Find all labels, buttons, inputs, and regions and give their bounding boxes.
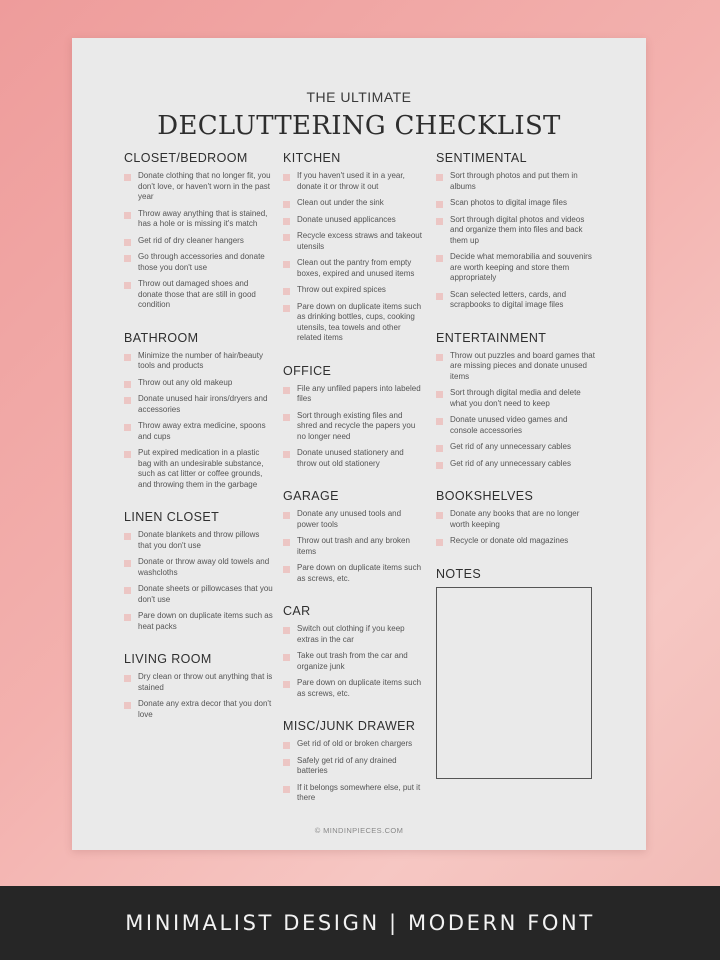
checklist-item: [436, 215, 596, 247]
checklist-item: [283, 411, 423, 443]
checklist-item: [283, 624, 423, 645]
checklist-item: [283, 198, 423, 209]
checkbox[interactable]: [436, 445, 443, 452]
checklist-section: [283, 364, 423, 470]
checklist-item-text: Throw out any old makeup: [138, 377, 233, 387]
checklist-section: [283, 151, 423, 344]
checklist-item-text: Donate clothing that no longer fit, you don't love, or haven't worn in the past year: [138, 171, 271, 201]
checkbox[interactable]: [124, 451, 131, 458]
checklist-item: [283, 448, 423, 469]
checkbox[interactable]: [436, 255, 443, 262]
checkbox[interactable]: [124, 560, 131, 567]
checklist-section: [436, 151, 596, 311]
section-title: CLOSET/BEDROOM: [124, 151, 248, 165]
checklist-item: [436, 351, 596, 383]
checkbox[interactable]: [124, 282, 131, 289]
checklist-item-text: Get rid of old or broken chargers: [297, 739, 413, 748]
checkbox[interactable]: [124, 354, 131, 361]
checklist-item: [436, 442, 596, 453]
checklist-item: [436, 459, 596, 470]
checklist-item: [124, 699, 274, 720]
checkbox[interactable]: [124, 174, 131, 181]
checklist-section: [436, 331, 596, 470]
checklist-item-text: Sort through digital photos and videos and organize them into files and back them up: [450, 214, 585, 245]
checklist-item: [283, 171, 423, 192]
checklist-section: [283, 489, 423, 584]
checkbox[interactable]: [436, 539, 443, 546]
checklist-item: [283, 384, 423, 405]
credit-text: © MINDINPIECES.COM: [314, 826, 404, 835]
checklist-item-text: Put expired medication in a plastic bag with an undesirable substance, such as cat litter or coffee grounds, and throwing them in the garbage: [138, 448, 264, 489]
checklist-item-text: File any unfiled papers into labeled files: [297, 383, 421, 403]
checklist-item-text: Sort through existing files and shred and recycle the papers you no longer need: [297, 410, 416, 441]
checkbox[interactable]: [436, 293, 443, 300]
checkbox[interactable]: [283, 627, 290, 634]
checklist-item-text: Donate unused video games and console accessories: [450, 415, 568, 435]
checkbox[interactable]: [283, 261, 290, 268]
checklist-item: [283, 258, 423, 279]
right-sections: [436, 151, 596, 547]
section-title: ENTERTAINMENT: [436, 330, 547, 345]
checklist-section: [124, 331, 274, 491]
checklist-item-text: Throw out trash and any broken items: [297, 536, 410, 556]
section-title: OFFICE: [283, 363, 332, 378]
checklist-item-text: Clean out under the sink: [297, 198, 384, 207]
sheet-supertitle: THE ULTIMATE: [306, 89, 412, 105]
checklist-item: [283, 231, 423, 252]
checklist-item-text: Safely get rid of any drained batteries: [297, 755, 397, 775]
sheet-title: DECLUTTERING CHECKLIST: [157, 111, 561, 141]
checklist-item-text: Minimize the number of hair/beauty tools and products: [138, 350, 263, 370]
checklist-item-text: Decide what memorabilia and souvenirs are worth keeping and store them appropriately: [450, 252, 592, 282]
checklist-item: [124, 672, 274, 693]
checkbox[interactable]: [283, 305, 290, 312]
checklist-item-text: If it belongs somewhere else, put it there: [297, 782, 421, 802]
checklist-item: [124, 584, 274, 605]
checklist-item: [436, 388, 596, 409]
checklist-item-text: Pare down on duplicate items such as screws, etc.: [297, 563, 422, 583]
checklist-item-text: Donate any unused tools and power tools: [297, 509, 402, 529]
checkbox[interactable]: [436, 418, 443, 425]
checklist-item: [124, 557, 274, 578]
checkbox[interactable]: [283, 201, 290, 208]
checkbox[interactable]: [436, 354, 443, 361]
checklist-item: [124, 279, 274, 311]
checklist-item-text: Recycle excess straws and takeout utensils: [297, 231, 422, 251]
checklist-item: [124, 421, 274, 442]
checklist-item: [283, 509, 423, 530]
checklist-item-text: Donate sheets or pillowcases that you don't use: [138, 584, 273, 604]
checklist-item-text: Scan photos to digital image files: [450, 198, 567, 207]
checklist-item-text: Get rid of dry cleaner hangers: [138, 235, 244, 245]
checklist-item-text: Donate or throw away old towels and washcloths: [138, 557, 270, 577]
checklist-item-text: Recycle or donate old magazines: [450, 536, 569, 545]
checklist-item: [283, 739, 423, 750]
banner-text: MINIMALIST DESIGN | MODERN FONT: [125, 911, 595, 935]
checklist-item: [124, 611, 274, 632]
checklist-item-text: Throw away anything that is stained, has a hole or is missing it's match: [138, 208, 268, 228]
checklist-item: [283, 536, 423, 557]
checklist-item: [124, 351, 274, 372]
checkbox[interactable]: [124, 381, 131, 388]
checkbox[interactable]: [283, 218, 290, 225]
checklist-item: [283, 215, 423, 226]
checklist-item-text: Pare down on duplicate items such as screws, etc.: [297, 678, 422, 698]
checkbox[interactable]: [283, 174, 290, 181]
checklist-item-text: Get rid of any unnecessary cables: [450, 458, 571, 468]
checklist-item: [124, 209, 274, 230]
checkbox[interactable]: [283, 654, 290, 661]
checklist-item: [124, 252, 274, 273]
checkbox[interactable]: [283, 414, 290, 421]
checklist-item: [124, 394, 274, 415]
checkbox[interactable]: [283, 681, 290, 688]
checklist-item-text: Pare down on duplicate items such as heat packs: [138, 611, 273, 631]
checklist-item: [124, 236, 274, 247]
checklist-item-text: Switch out clothing if you keep extras in the car: [297, 624, 405, 644]
checkbox[interactable]: [124, 397, 131, 404]
section-title: BOOKSHELVES: [436, 489, 534, 503]
checklist-item-text: Donate any extra decor that you don't love: [138, 699, 272, 719]
notes-box[interactable]: [436, 587, 592, 779]
checkbox[interactable]: [124, 675, 131, 682]
checklist-item: [436, 252, 596, 284]
column-middle: [283, 151, 423, 824]
notes-section: [436, 567, 596, 779]
checklist-item-text: Sort through photos and put them in albums: [450, 171, 578, 191]
checklist-item: [124, 378, 274, 389]
section-title: LINEN CLOSET: [124, 510, 220, 524]
checklist-section: [124, 151, 274, 311]
checkbox[interactable]: [283, 786, 290, 793]
section-title: MISC/JUNK DRAWER: [283, 719, 416, 733]
checklist-item-text: Throw away extra medicine, spoons and cups: [138, 421, 266, 441]
checklist-item-text: Throw out expired spices: [297, 285, 386, 294]
checklist-item-text: Take out trash from the car and organize junk: [297, 651, 408, 671]
checklist-item: [283, 783, 423, 804]
checklist-section: [124, 652, 274, 720]
checklist-item-text: Dry clean or throw out anything that is stained: [138, 672, 273, 692]
checklist-item-text: Throw out puzzles and board games that are missing pieces and donate unused items: [450, 350, 595, 381]
checklist-item: [436, 536, 596, 547]
checklist-item-text: Donate blankets and throw pillows that you don't use: [138, 530, 260, 550]
checkbox[interactable]: [124, 255, 131, 262]
checklist-item-text: Donate unused applicances: [297, 214, 396, 224]
checklist-item: [124, 171, 274, 203]
checklist-item: [124, 530, 274, 551]
checklist-item: [283, 651, 423, 672]
checklist-item: [283, 285, 423, 296]
checklist-item: [283, 302, 423, 344]
checkbox[interactable]: [283, 742, 290, 749]
checkbox[interactable]: [283, 288, 290, 295]
checkbox[interactable]: [124, 533, 131, 540]
checklist-item: [436, 290, 596, 311]
checklist-section: [283, 719, 423, 804]
checklist-item-text: Sort through digital media and delete what you don't need to keep: [450, 388, 581, 408]
checklist-section: [436, 489, 596, 547]
checklist-item-text: Pare down on duplicate items such as drinking bottles, cups, cooking utensils, tea towels and other related items: [297, 301, 422, 342]
promo-banner: [0, 886, 720, 960]
checklist-section: [124, 510, 274, 632]
checklist-item-text: Throw out damaged shoes and donate those that are still in good condition: [138, 279, 256, 309]
checkbox[interactable]: [283, 234, 290, 241]
checklist-item-text: If you haven't used it in a year, donate it or throw it out: [297, 171, 405, 191]
checkbox[interactable]: [124, 424, 131, 431]
checkbox[interactable]: [283, 759, 290, 766]
checklist-item-text: Donate unused hair irons/dryers and accessories: [138, 394, 268, 414]
column-left: [124, 151, 274, 740]
section-title: LIVING ROOM: [124, 652, 212, 666]
checklist-section: [283, 604, 423, 699]
checklist-item-text: Scan selected letters, cards, and scrapbooks to digital image files: [450, 289, 567, 309]
section-title: GARAGE: [283, 489, 339, 503]
checklist-item: [283, 563, 423, 584]
section-title: KITCHEN: [283, 151, 341, 165]
checkbox[interactable]: [283, 387, 290, 394]
column-right: [436, 151, 596, 799]
checkbox[interactable]: [436, 174, 443, 181]
checkbox[interactable]: [283, 566, 290, 573]
section-title: SENTIMENTAL: [436, 151, 527, 165]
checkbox[interactable]: [124, 239, 131, 246]
checklist-item: [283, 756, 423, 777]
checklist-item: [436, 415, 596, 436]
checkbox[interactable]: [436, 218, 443, 225]
checklist-item-text: Donate unused stationery and throw out old stationery: [297, 448, 404, 468]
checkbox[interactable]: [283, 539, 290, 546]
section-title: CAR: [283, 604, 311, 618]
checkbox[interactable]: [436, 391, 443, 398]
checklist-item-text: Get rid of any unnecessary cables: [450, 442, 571, 451]
checkbox[interactable]: [436, 201, 443, 208]
checkbox[interactable]: [436, 512, 443, 519]
checklist-item: [436, 509, 596, 530]
checklist-item: [436, 198, 596, 209]
checkbox[interactable]: [124, 702, 131, 709]
notes-title: NOTES: [436, 566, 482, 581]
checkbox[interactable]: [124, 587, 131, 594]
checkbox[interactable]: [283, 451, 290, 458]
checklist-sheet: [72, 38, 646, 850]
checkbox[interactable]: [124, 212, 131, 219]
checkbox[interactable]: [283, 512, 290, 519]
checklist-item: [283, 678, 423, 699]
section-title: BATHROOM: [124, 330, 199, 345]
checklist-item-text: Clean out the pantry from empty boxes, expired and unused items: [297, 258, 415, 278]
checklist-item-text: Go through accessories and donate those you don't use: [138, 252, 265, 272]
checklist-item-text: Donate any books that are no longer worth keeping: [450, 509, 580, 529]
checklist-item: [124, 448, 274, 490]
checkbox[interactable]: [124, 614, 131, 621]
checkbox[interactable]: [436, 462, 443, 469]
checklist-item: [436, 171, 596, 192]
